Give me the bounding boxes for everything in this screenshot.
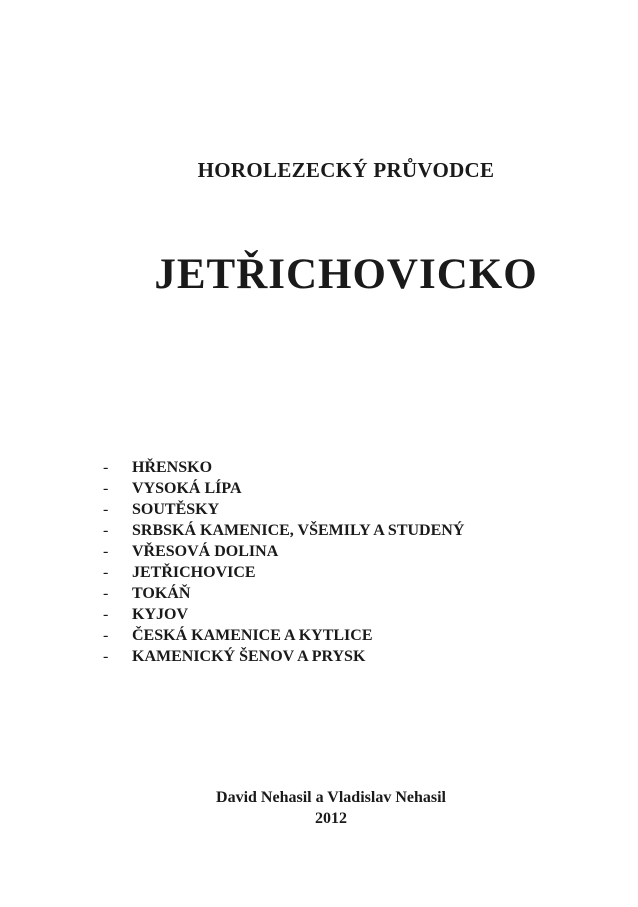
list-marker: - [103, 501, 109, 518]
region-name: KAMENICKÝ ŠENOV A PRYSK [132, 648, 366, 665]
list-item [103, 562, 464, 583]
publication-year: 2012 [315, 810, 347, 827]
list-item [103, 541, 464, 562]
region-name: ČESKÁ KAMENICE A KYTLICE [132, 627, 373, 644]
list-marker: - [103, 627, 109, 644]
list-item [103, 457, 464, 478]
list-marker: - [103, 459, 109, 476]
region-name: VŘESOVÁ DOLINA [132, 543, 279, 560]
region-name: TOKÁŇ [132, 585, 191, 602]
region-name: SRBSKÁ KAMENICE, VŠEMILY A STUDENÝ [132, 522, 465, 539]
region-name: VYSOKÁ LÍPA [132, 480, 242, 497]
list-marker: - [103, 585, 109, 602]
region-name: JETŘICHOVICE [132, 564, 256, 581]
list-item [103, 478, 464, 499]
list-item [103, 625, 464, 646]
list-item [103, 499, 464, 520]
list-item [103, 520, 464, 541]
list-marker: - [103, 606, 109, 623]
list-marker: - [103, 564, 109, 581]
region-name: KYJOV [132, 606, 188, 623]
list-marker: - [103, 648, 109, 665]
list-item [103, 604, 464, 625]
list-marker: - [103, 543, 109, 560]
region-list [103, 457, 464, 667]
region-name: HŘENSKO [132, 459, 213, 476]
list-marker: - [103, 480, 109, 497]
guide-title: JETŘICHOVICKO [154, 251, 538, 298]
list-item [103, 646, 464, 667]
list-marker: - [103, 522, 109, 539]
guide-subtitle: HOROLEZECKÝ PRŮVODCE [197, 158, 495, 182]
list-item [103, 583, 464, 604]
region-name: SOUTĚSKY [132, 501, 220, 518]
authors: David Nehasil a Vladislav Nehasil [216, 789, 446, 806]
